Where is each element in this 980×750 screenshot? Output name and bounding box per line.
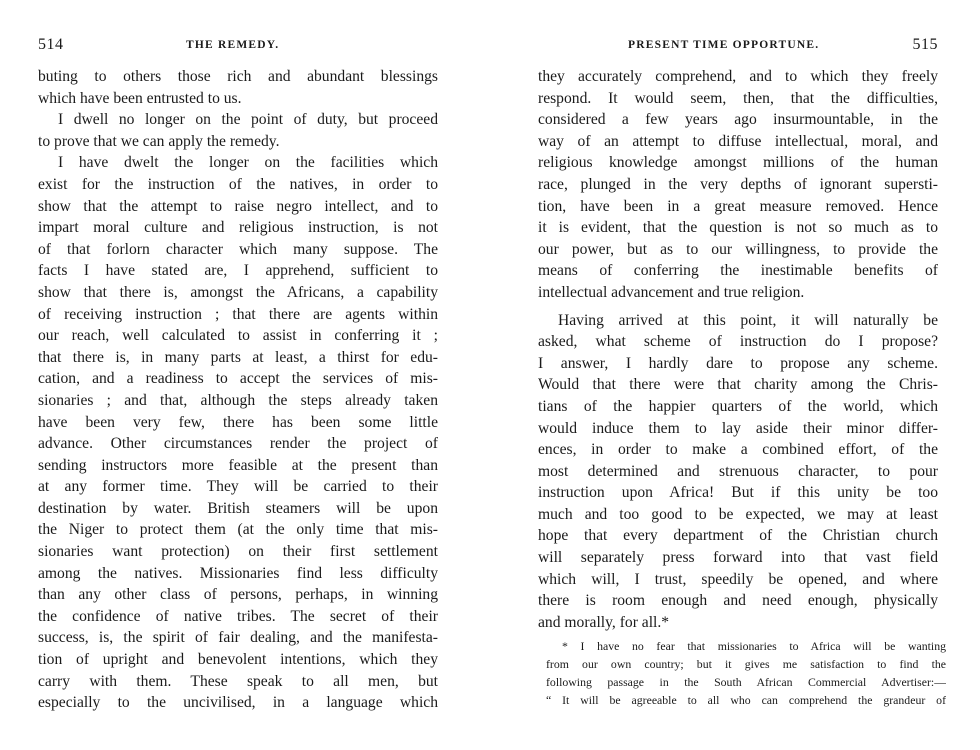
footnote-line: following passage in the South African Commercial Advertiser:— [546, 675, 946, 689]
text-line: destination by water. British steamers will be upon [38, 499, 438, 517]
text-line: tians of the happier quarters of the world, which [538, 397, 938, 415]
text-line: have been very few, there has been some little [38, 413, 438, 431]
text-line: exist for the instruction of the natives, in order to [38, 175, 438, 193]
text-line: instruction upon Africa! But if this unity be too [538, 484, 938, 502]
text-line: race, plunged in the very depths of ignorant supersti- [538, 175, 938, 193]
text-line: the Niger to protect them (at the only time that mis- [38, 521, 438, 539]
text-line: facts I have stated are, I apprehend, sufficient to [38, 262, 438, 280]
text-line: especially to the uncivilised, in a language which [38, 694, 438, 712]
left-running-head [38, 36, 438, 56]
text-line: it is evident, that the question is not so much as to [538, 219, 938, 237]
text-line: Having arrived at this point, it will naturally be [558, 311, 938, 329]
text-line: cation, and a readiness to accept the services of mis- [38, 370, 438, 388]
text-line: to prove that we can apply the remedy. [38, 132, 280, 150]
text-line: asked, what scheme of instruction do I propose? [538, 333, 938, 351]
footnote-line: “ It will be agreeable to all who can comprehend the grandeur of [546, 693, 946, 707]
right-running-head [538, 36, 938, 56]
text-line: respond. It would seem, then, that the difficulties, [538, 89, 938, 107]
right-page [538, 0, 946, 750]
right-running-title: PRESENT TIME OPPORTUNE. [628, 39, 820, 51]
text-line: than any other class of persons, perhaps, in winning [38, 586, 438, 604]
text-line: advance. Other circumstances render the project of [38, 435, 438, 453]
text-line: our reach, well calculated to assist in conferring it ; [38, 327, 438, 345]
text-line: there is room enough and need enough, physically [538, 592, 938, 610]
text-line: tion of upright and benevolent intentions, which they [38, 651, 438, 669]
text-line: impart moral culture and religious instruction, is not [38, 219, 438, 237]
text-line: the confidence of native tribes. The secret of their [38, 607, 438, 625]
text-line: will separately press forward into that vast field [538, 549, 938, 567]
left-page [38, 0, 438, 750]
text-line: and morally, for all.* [538, 613, 670, 631]
text-line: our power, but as to our willingness, to provide the [538, 240, 938, 258]
text-line: way of an attempt to diffuse intellectual, moral, and [538, 132, 938, 150]
text-line: I have dwelt the longer on the facilities which [58, 154, 438, 172]
text-line: at any former time. They will be carried to their [38, 478, 438, 496]
text-line: would induce them to lay aside their minor differ- [538, 419, 938, 437]
text-line: I answer, I hardly dare to propose any scheme. [538, 354, 938, 372]
footnote-line: * I have no fear that missionaries to Africa will be wanting [562, 639, 946, 653]
text-line: they accurately comprehend, and to which they freely [538, 68, 938, 85]
text-line: buting to others those rich and abundant blessings [38, 68, 438, 85]
right-page-number: 515 [912, 36, 938, 53]
text-line: intellectual advancement and true religion. [538, 283, 805, 301]
text-line: ences, in order to make a combined effort, of the [538, 441, 938, 459]
text-line: sionaries want protection) on their first settlement [38, 543, 438, 561]
left-page-number: 514 [38, 36, 64, 53]
text-line: most determined and strenuous character, to pour [538, 462, 938, 480]
text-line: religious knowledge amongst millions of the human [538, 154, 938, 172]
text-line: sending instructors more feasible at the present than [38, 456, 438, 474]
text-line: sionaries ; and that, although the steps already taken [38, 391, 438, 409]
text-line: hope that every department of the Christian church [538, 527, 938, 545]
text-line: which will, I trust, speedily be opened, and where [538, 570, 938, 588]
left-running-title: THE REMEDY. [186, 39, 280, 51]
text-line: I dwell no longer on the point of duty, but proceed [58, 111, 438, 129]
left-body-text [38, 66, 438, 714]
text-line: means of conferring the inestimable benefits of [538, 262, 938, 280]
text-line: that there is, in many parts at least, a thirst for edu- [38, 348, 438, 366]
text-line: show that there is, amongst the Africans, a capability [38, 283, 438, 301]
text-line: much and too good to be expected, we may at least [538, 505, 938, 523]
text-line: Would that there were that charity among the Chris- [538, 376, 938, 394]
text-line: considered a few years ago insurmountable, in the [538, 111, 938, 129]
text-line: carry with them. These speak to all men, but [38, 672, 438, 690]
text-line: which have been entrusted to us. [38, 89, 242, 107]
text-line: among the natives. Missionaries find less difficulty [38, 564, 438, 582]
footnote [546, 637, 946, 709]
footnote-line: from our own country; but it gives me satisfaction to find the [546, 657, 946, 671]
text-line: of receiving instruction ; that there are agents within [38, 305, 438, 323]
text-line: show that the attempt to raise negro intellect, and to [38, 197, 438, 215]
right-body-text [538, 66, 938, 633]
text-line: of that forlorn character which many suppose. The [38, 240, 438, 258]
text-line: tion, have been in a great measure removed. Hence [538, 197, 938, 215]
text-line: success, is, the spirit of fair dealing, and the manifesta- [38, 629, 438, 647]
